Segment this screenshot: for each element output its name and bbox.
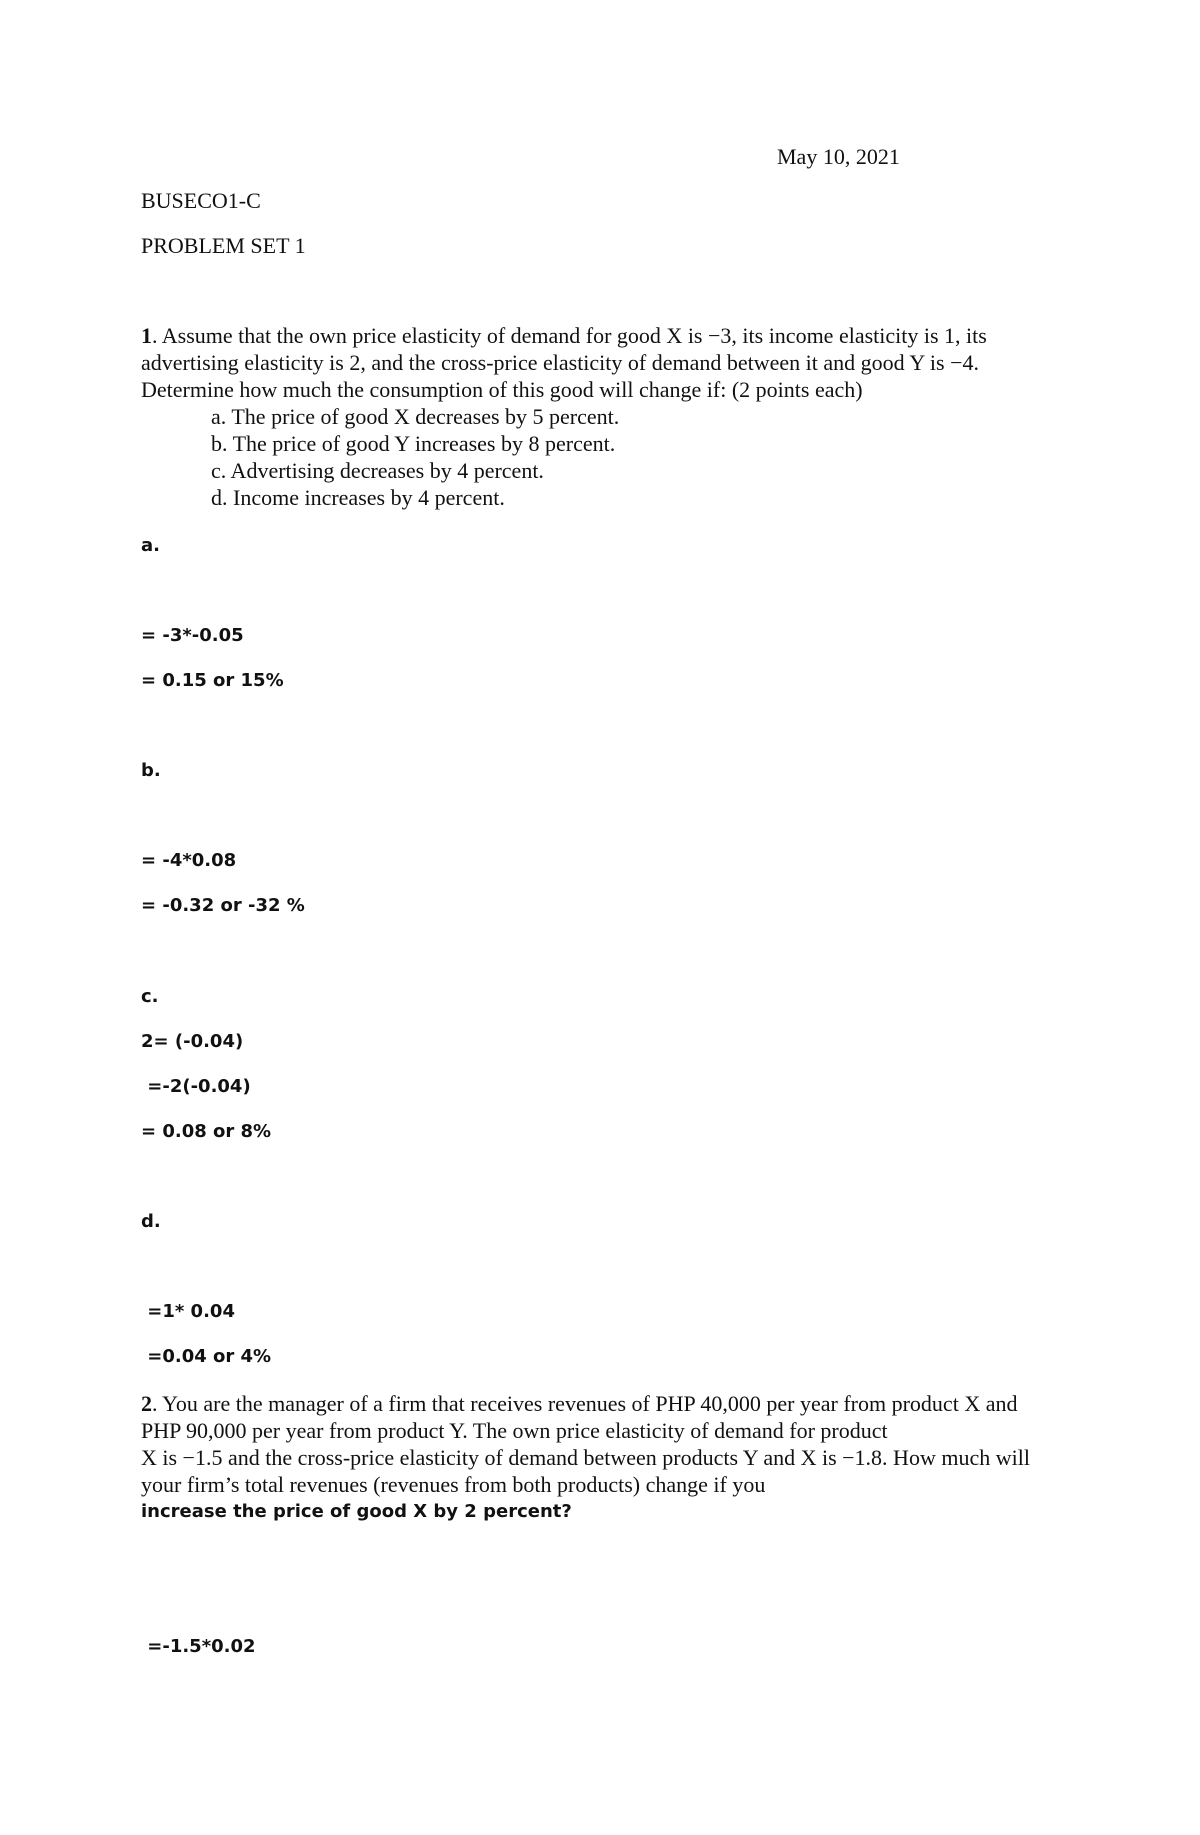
problem-set-title: PROBLEM SET 1 [141,233,306,258]
answer-d-line-1: =1* 0.04 [141,1301,235,1322]
problem-1-item-d: d. Income increases by 4 percent. [211,485,505,510]
problem-1-text-1: . Assume that the own price elasticity of demand for good X is −3, its income elasticity is 1, its [152,323,987,348]
answer-c-line-3: = 0.08 or 8% [141,1121,272,1142]
problem-1-number: 1 [141,323,152,348]
answer-b-label: b. [141,760,161,781]
answer-c-label: c. [141,986,159,1007]
document-date: May 10, 2021 [777,144,900,169]
problem-1-item-a: a. The price of good X decreases by 5 percent. [211,404,620,429]
answer-d-label: d. [141,1211,161,1232]
problem-2-line-1 [141,1390,1017,1417]
answer-2-line-1: =-1.5*0.02 [141,1636,256,1657]
problem-1-item-b: b. The price of good Y increases by 8 percent. [211,431,616,456]
answer-d-line-2: =0.04 or 4% [141,1346,272,1367]
problem-2-number: 2 [141,1391,152,1416]
problem-2-text-1: . You are the manager of a firm that receives revenues of PHP 40,000 per year from product X and [152,1391,1018,1416]
answer-a-label: a. [141,535,160,556]
answer-c-line-1: 2= (-0.04) [141,1031,244,1052]
problem-1-line-3: Determine how much the consumption of this good will change if: (2 points each) [141,377,863,402]
answer-b-line-1: = -4*0.08 [141,850,237,871]
problem-2-line-2: PHP 90,000 per year from product Y. The own price elasticity of demand for product [141,1418,888,1443]
problem-2-line-3: X is −1.5 and the cross-price elasticity of demand between products Y and X is −1.8. How much will [141,1445,1030,1470]
problem-2-question: increase the price of good X by 2 percent? [141,1501,572,1522]
problem-1-item-c: c. Advertising decreases by 4 percent. [211,458,544,483]
course-code: BUSECO1-C [141,188,261,213]
problem-2-line-4: your firm’s total revenues (revenues from both products) change if you [141,1472,766,1497]
answer-c-line-2: =-2(-0.04) [141,1076,251,1097]
answer-a-line-1: = -3*-0.05 [141,625,244,646]
problem-1-line-2: advertising elasticity is 2, and the cross-price elasticity of demand between it and good Y is −4. [141,350,979,375]
problem-1-line-1 [141,322,987,349]
answer-b-line-2: = -0.32 or -32 % [141,895,305,916]
answer-a-line-2: = 0.15 or 15% [141,670,284,691]
